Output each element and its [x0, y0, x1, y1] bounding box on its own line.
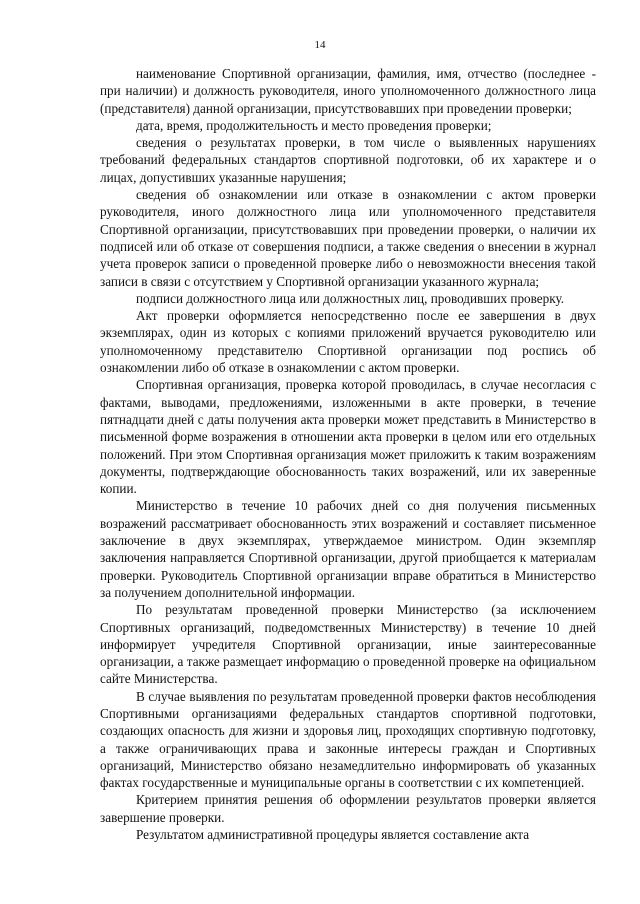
paragraph-violations: В случае выявления по результатам проведенной проверки фактов несоблюдения Спортивными организациями федеральных стандартов спортивной подготовки, создающих опасность для жизни и здоровья лиц, проходящих спортивную подготовку, а также ограничивающих права и законные интересы граждан и Спортивных организаций, Министерство обязано незамедлительно информировать об указанных фактах государственные и муниципальные органы в соответствии с их компетенцией. — [100, 688, 596, 791]
paragraph-inspection-date: дата, время, продолжительность и место проведения проверки; — [136, 117, 492, 133]
paragraph-procedure-result: Результатом административной процедуры является составление акта — [136, 827, 530, 843]
page-number: 14 — [314, 39, 326, 51]
paragraph-notification: По результатам проведенной проверки Министерство (за исключением Спортивных организаций, подведомственных Министерству) в течение 10 дней информирует учредителя Спортивной организации, иные заинтересованные организации, а также размещает информацию о проведенной проверке на официальном сайте Министерства. — [100, 602, 596, 687]
paragraph-acquaintance-info: сведения об ознакомлении или отказе в ознакомлении с актом проверки руководителя, иного должностного лица или уполномоченного представителя Спортивной организации, присутствовавших при проведении проверки, о наличии их подписей или об отказе от совершения подписи, а также сведения о внесении в журнал учета проверок записи о проведенной проверке либо о невозможности внесения такой записи в связи с отсутствием у Спортивной организации указанного журнала; — [100, 187, 596, 289]
paragraph-objections: Спортивная организация, проверка которой проводилась, в случае несогласия с фактами, выводами, предложениями, изложенными в акте проверки, в течение пятнадцати дней с даты получения акта проверки может представить в Министерство в письменной форме возражения в отношении акта проверки в целом или его отдельных положений. При этом Спортивная организация может приложить к таким возражениям документы, подтверждающие обоснованность таких возражений, или их заверенные копии. — [100, 377, 596, 497]
paragraph-decision-criterion: Критерием принятия решения об оформлении результатов проверки является завершение проверки. — [100, 792, 596, 825]
paragraph-act-execution: Акт проверки оформляется непосредственно после ее завершения в двух экземплярах, один из которых с копиями приложений вручается руководителю или уполномоченному представителю Спортивной организации под роспись об ознакомлении либо об отказе в ознакомлении с актом проверки. — [100, 308, 596, 376]
document-body — [100, 65, 596, 843]
paragraph-inspection-results: сведения о результатах проверки, в том числе о выявленных нарушениях требований федеральных стандартов спортивной подготовки, об их характере и о лицах, допустивших указанные нарушения; — [100, 135, 596, 185]
paragraph-organization-name: наименование Спортивной организации, фамилия, имя, отчество (последнее - при наличии) и должность руководителя, иного уполномоченного должностного лица (представителя) данной организации, присутствовавших при проведении проверки; — [100, 66, 596, 116]
paragraph-ministry-review: Министерство в течение 10 рабочих дней со дня получения письменных возражений рассматривает обоснованность этих возражений и составляет письменное заключение в двух экземплярах, утверждаемое министром. Один экземпляр заключения направляется Спортивной организации, другой приобщается к материалам проверки. Руководитель Спортивной организации вправе обратиться в Министерство за получением дополнительной информации. — [100, 498, 596, 600]
paragraph-signatures: подписи должностного лица или должностных лиц, проводивших проверку. — [136, 290, 565, 306]
